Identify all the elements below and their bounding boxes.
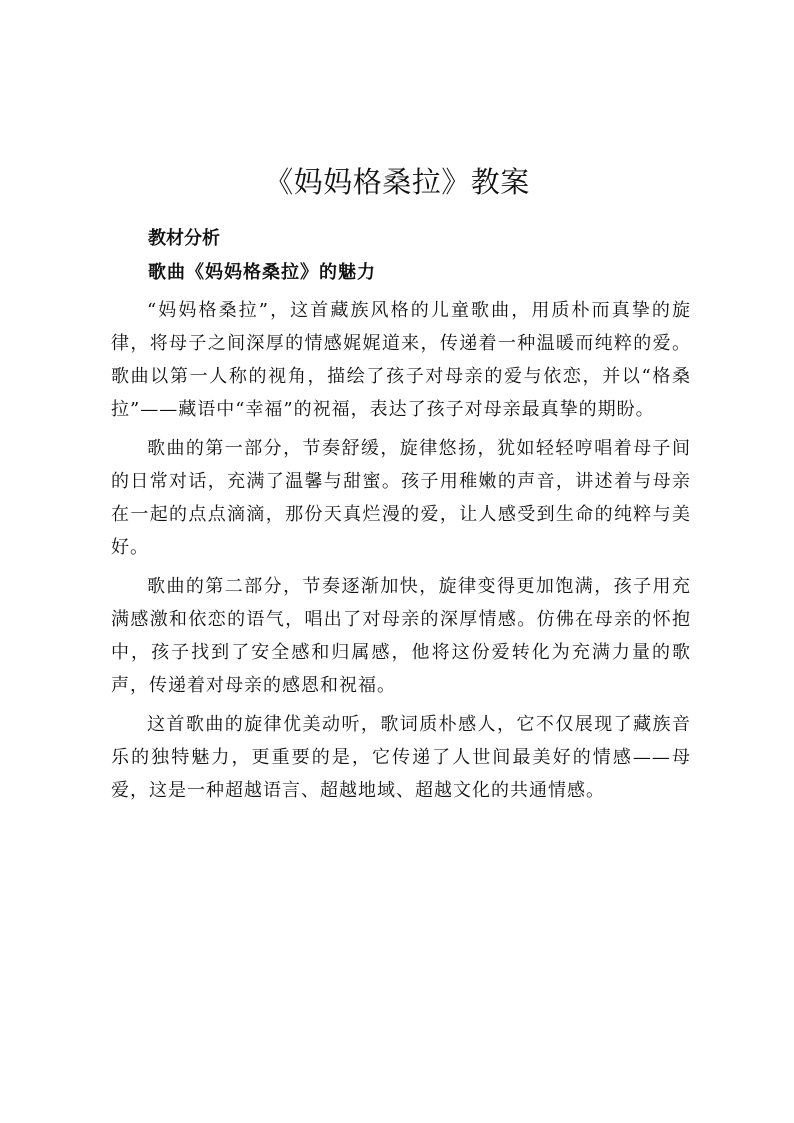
paragraph: 歌曲的第二部分，节奏逐渐加快，旋律变得更加饱满，孩子用充满感激和依恋的语气，唱出了对母亲的深厚情感。仿佛在母亲的怀抱中，孩子找到了安全感和归属感，他将这份爱转化为充满力量的歌声，传递着对母亲的感恩和祝福。 (111, 576, 691, 696)
body-text (111, 294, 691, 813)
paragraph: 这首歌曲的旋律优美动听，歌词质朴感人，它不仅展现了藏族音乐的独特魅力，更重要的是，它传递了人世间最美好的情感——母爱，这是一种超越语言、超越地域、超越文化的共通情感。 (111, 714, 691, 801)
document-title: 《妈妈格桑拉》教案 (264, 165, 530, 199)
paragraph: “妈妈格桑拉”，这首藏族风格的儿童歌曲，用质朴而真挚的旋律，将母子之间深厚的情感娓娓道来，传递着一种温暖而纯粹的爱。歌曲以第一人称的视角，描绘了孩子对母亲的爱与依恋，并以“格桑拉”——藏语中“幸福”的祝福，表达了孩子对母亲最真挚的期盼。 (111, 300, 691, 420)
paragraph: 歌曲的第一部分，节奏舒缓，旋律悠扬，犹如轻轻哼唱着母子间的日常对话，充满了温馨与甜蜜。孩子用稚嫩的声音，讲述着与母亲在一起的点点滴滴，那份天真烂漫的爱，让人感受到生命的纯粹与美好。 (111, 438, 691, 558)
subheading: 歌曲《妈妈格桑拉》的魅力 (148, 262, 376, 283)
section-heading: 教材分析 (148, 228, 220, 249)
